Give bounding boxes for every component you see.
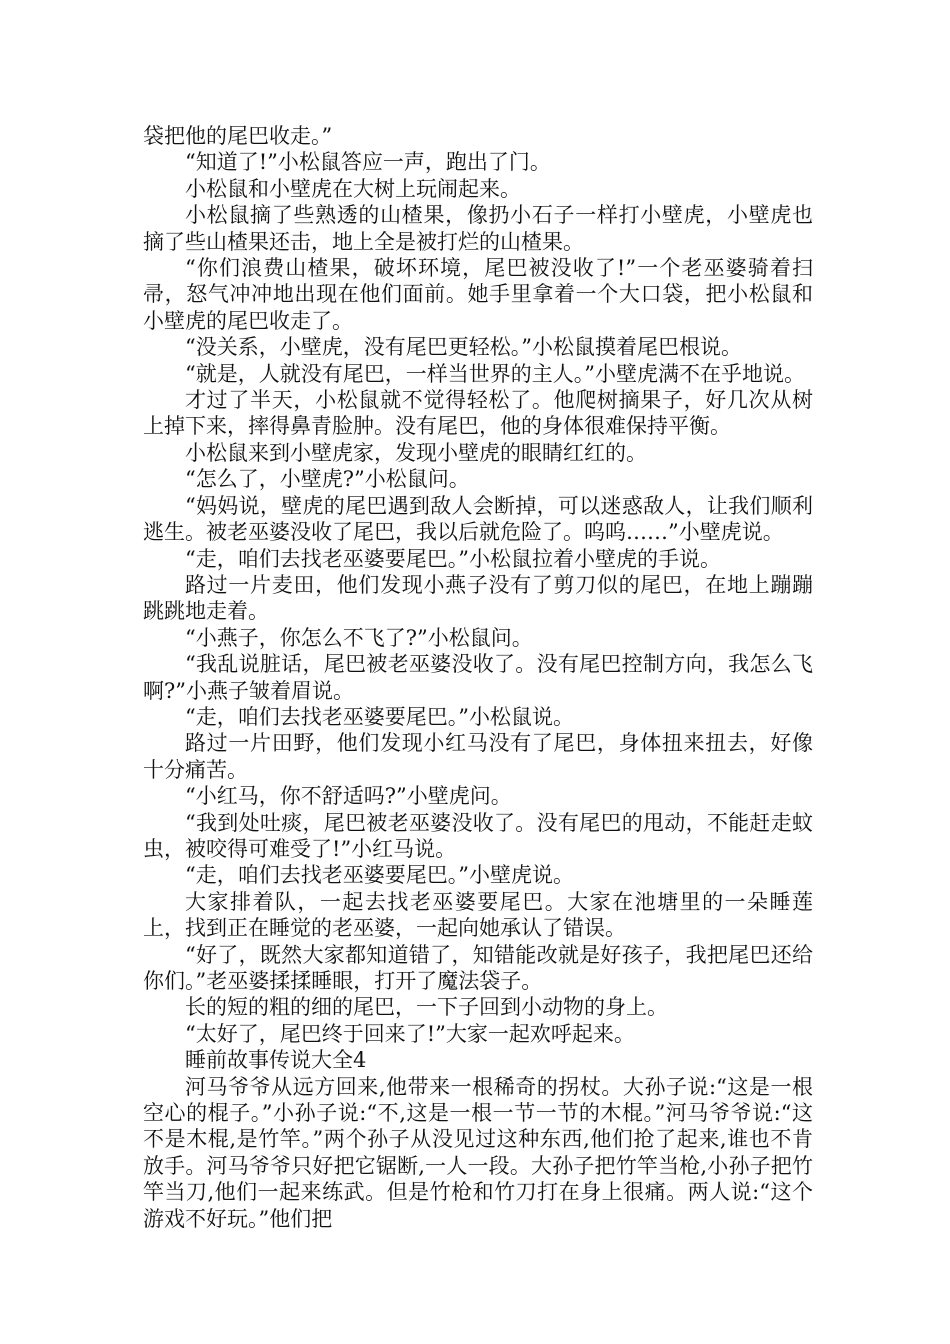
paragraph: “你们浪费山楂果，破坏环境，尾巴被没收了!”一个老巫婆骑着扫帚，怒气冲冲地出现在他们面前。她手里拿着一个大口袋，把小松鼠和小壁虎的尾巴收走了。 xyxy=(143,256,813,333)
paragraph: “小红马，你不舒适吗?”小壁虎问。 xyxy=(185,784,512,809)
paragraph: “太好了，尾巴终于回来了!”大家一起欢呼起来。 xyxy=(185,1021,635,1046)
paragraph: 大家排着队，一起去找老巫婆要尾巴。大家在池塘里的一朵睡莲上，找到正在睡觉的老巫婆，一起向她承认了错误。 xyxy=(143,889,813,941)
document-page xyxy=(143,123,813,1232)
paragraph: “走，咱们去找老巫婆要尾巴。”小松鼠拉着小壁虎的手说。 xyxy=(185,546,721,571)
section-heading: 睡前故事传说大全4 xyxy=(185,1048,367,1073)
paragraph: 长的短的粗的细的尾巴，一下子回到小动物的身上。 xyxy=(185,995,668,1020)
paragraph: 才过了半天，小松鼠就不觉得轻松了。他爬树摘果子，好几次从树上掉下来，摔得鼻青脸肿。没有尾巴，他的身体很难保持平衡。 xyxy=(143,388,813,439)
paragraph: “没关系，小壁虎，没有尾巴更轻松。”小松鼠摸着尾巴根说。 xyxy=(185,335,742,360)
paragraph: 小松鼠和小壁虎在大树上玩闹起来。 xyxy=(185,176,521,201)
paragraph: 路过一片麦田，他们发现小燕子没有了剪刀似的尾巴，在地上蹦蹦跳跳地走着。 xyxy=(143,572,813,624)
paragraph: “我到处吐痰，尾巴被老巫婆没收了。没有尾巴的甩动，不能赶走蚊虫，被咬得可难受了!”小红马说。 xyxy=(143,810,813,861)
paragraph: “怎么了，小壁虎?”小松鼠问。 xyxy=(185,467,470,492)
paragraph: “妈妈说，壁虎的尾巴遇到敌人会断掉，可以迷惑敌人，让我们顺利逃生。被老巫婆没收了尾巴，我以后就危险了。呜呜……”小壁虎说。 xyxy=(143,493,813,545)
paragraph: “小燕子，你怎么不飞了?”小松鼠问。 xyxy=(185,625,533,650)
paragraph: “知道了!”小松鼠答应一声，跑出了门。 xyxy=(185,150,551,175)
paragraph: “好了，既然大家都知道错了，知错能改就是好孩子，我把尾巴还给你们。”老巫婆揉揉睡眼，打开了魔法袋子。 xyxy=(143,942,813,993)
paragraph: 小松鼠来到小壁虎家，发现小壁虎的眼睛红红的。 xyxy=(185,440,647,465)
paragraph: 路过一片田野，他们发现小红马没有了尾巴，身体扭来扭去，好像十分痛苦。 xyxy=(143,731,813,782)
paragraph: “走，咱们去找老巫婆要尾巴。”小壁虎说。 xyxy=(185,863,574,888)
paragraph: 袋把他的尾巴收走。” xyxy=(143,124,333,148)
paragraph: “就是，人就没有尾巴，一样当世界的主人。”小壁虎满不在乎地说。 xyxy=(185,361,805,386)
paragraph: “我乱说脏话，尾巴被老巫婆没收了。没有尾巴控制方向，我怎么飞啊?”小燕子皱着眉说。 xyxy=(143,652,813,703)
paragraph: 小松鼠摘了些熟透的山楂果，像扔小石子一样打小壁虎，小壁虎也摘了些山楂果还击，地上全是被打烂的山楂果。 xyxy=(143,203,813,254)
paragraph: “走，咱们去找老巫婆要尾巴。”小松鼠说。 xyxy=(185,704,574,729)
paragraph: 河马爷爷从远方回来,他带来一根稀奇的拐杖。大孙子说:“这是一根空心的棍子。”小孙子说:“不,这是一根一节一节的木棍。”河马爷爷说:“这不是木棍,是竹竿。”两个孙子从没见过这种东西,他们抢了起来,谁也不肯放手。河马爷爷只好把它锯断,一人一段。大孙子把竹竿当枪,小孙子把竹竿当刀,他们一起来练武。但是竹枪和竹刀打在身上很痛。两人说:“这个游戏不好玩。”他们把 xyxy=(143,1074,813,1231)
